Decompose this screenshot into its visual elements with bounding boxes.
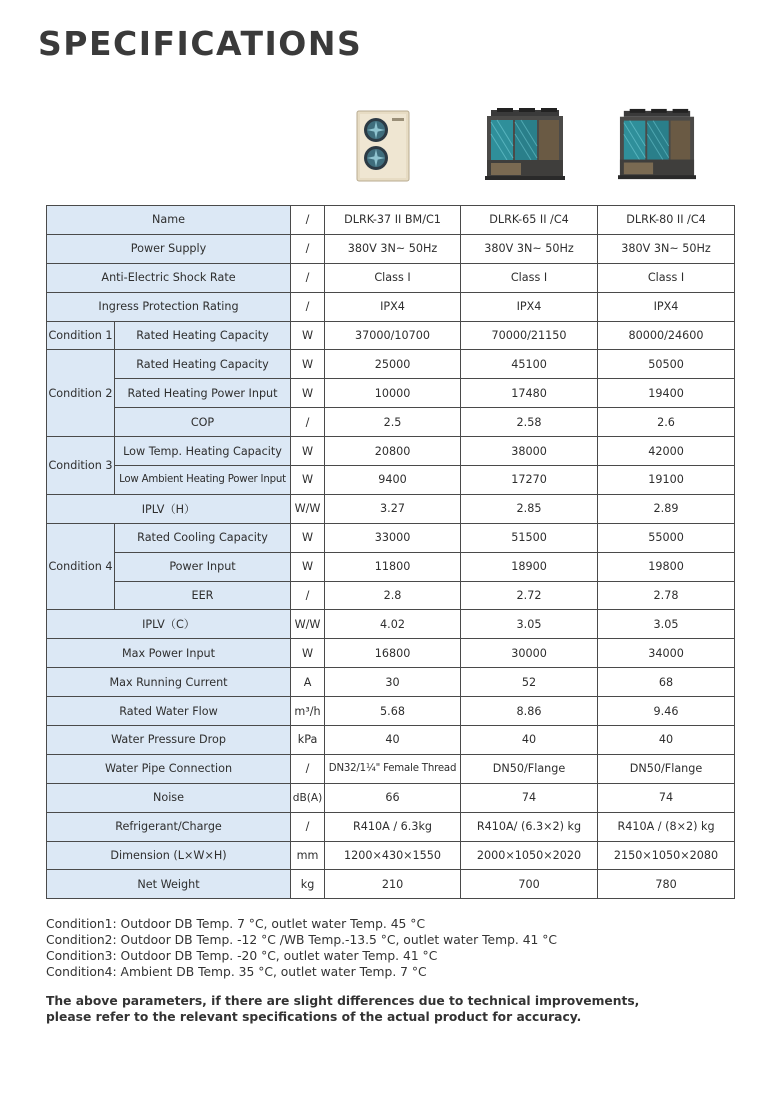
value-cell: 33000 xyxy=(325,523,461,552)
table-row xyxy=(47,494,735,523)
table-row xyxy=(47,697,735,726)
unit-cell: / xyxy=(291,234,325,263)
value-cell: 52 xyxy=(461,668,598,697)
value-cell: 380V 3N~ 50Hz xyxy=(598,234,735,263)
unit-cell: W xyxy=(291,523,325,552)
row-label: Rated Heating Capacity xyxy=(115,321,291,350)
table-row xyxy=(47,408,735,437)
value-cell: 2.6 xyxy=(598,408,735,437)
row-label: Dimension (L×W×H) xyxy=(47,841,291,870)
value-cell: 17270 xyxy=(461,466,598,495)
value-cell: 2.8 xyxy=(325,581,461,610)
table-row xyxy=(47,610,735,639)
condition-label: Condition 2 xyxy=(47,350,115,437)
value-cell: IPX4 xyxy=(598,292,735,321)
value-cell: R410A/ (6.3×2) kg xyxy=(461,812,598,841)
value-cell: 2.58 xyxy=(461,408,598,437)
unit-cell: mm xyxy=(291,841,325,870)
row-label: COP xyxy=(115,408,291,437)
value-cell: 2.85 xyxy=(461,494,598,523)
value-cell: Class I xyxy=(461,263,598,292)
large-heat-pump-icon xyxy=(485,108,565,182)
row-label: Ingress Protection Rating xyxy=(47,292,291,321)
note-line: Condition3: Outdoor DB Temp. -20 °C, outlet water Temp. 41 °C xyxy=(46,949,438,963)
unit-cell: W/W xyxy=(291,610,325,639)
unit-cell: W xyxy=(291,437,325,466)
row-label: IPLV（H） xyxy=(47,494,291,523)
table-row xyxy=(47,639,735,668)
unit-cell: W xyxy=(291,552,325,581)
table-row xyxy=(47,350,735,379)
table-row xyxy=(47,466,735,495)
row-label: EER xyxy=(115,581,291,610)
value-cell: 80000/24600 xyxy=(598,321,735,350)
row-label: Water Pipe Connection xyxy=(47,754,291,783)
row-label: Rated Heating Capacity xyxy=(115,350,291,379)
value-cell: DLRK-37 II BM/C1 xyxy=(325,206,461,235)
value-cell: DLRK-80 II /C4 xyxy=(598,206,735,235)
value-cell: 70000/21150 xyxy=(461,321,598,350)
value-cell: 34000 xyxy=(598,639,735,668)
value-cell: 30 xyxy=(325,668,461,697)
value-cell: 2.5 xyxy=(325,408,461,437)
unit-cell: W/W xyxy=(291,494,325,523)
unit-cell: kPa xyxy=(291,726,325,755)
value-cell: 3.05 xyxy=(598,610,735,639)
value-cell: Class I xyxy=(325,263,461,292)
disclaimer-line: The above parameters, if there are slight differences due to technical improvements, xyxy=(46,994,640,1008)
value-cell: 210 xyxy=(325,870,461,899)
value-cell: 40 xyxy=(461,726,598,755)
row-label: Noise xyxy=(47,783,291,812)
disclaimer-line: please refer to the relevant specifications of the actual product for accuracy. xyxy=(46,1010,582,1024)
value-cell: 40 xyxy=(598,726,735,755)
table-row xyxy=(47,726,735,755)
row-label: Name xyxy=(47,206,291,235)
value-cell: 10000 xyxy=(325,379,461,408)
value-cell: 51500 xyxy=(461,523,598,552)
value-cell: 700 xyxy=(461,870,598,899)
condition-label: Condition 1 xyxy=(47,321,115,350)
value-cell: 50500 xyxy=(598,350,735,379)
page-title: SPECIFICATIONS xyxy=(38,24,363,63)
table-row xyxy=(47,234,735,263)
value-cell: 9400 xyxy=(325,466,461,495)
unit-cell: / xyxy=(291,408,325,437)
value-cell: 8.86 xyxy=(461,697,598,726)
value-cell: 3.05 xyxy=(461,610,598,639)
value-cell: 40 xyxy=(325,726,461,755)
row-label: Power Supply xyxy=(47,234,291,263)
table-row xyxy=(47,754,735,783)
unit-cell: W xyxy=(291,639,325,668)
value-cell: 380V 3N~ 50Hz xyxy=(461,234,598,263)
spec-table xyxy=(46,205,735,899)
value-cell: R410A / (8×2) kg xyxy=(598,812,735,841)
row-label: Rated Heating Power Input xyxy=(115,379,291,408)
row-label: Max Running Current xyxy=(47,668,291,697)
value-cell: 55000 xyxy=(598,523,735,552)
value-cell: 18900 xyxy=(461,552,598,581)
row-label: Rated Water Flow xyxy=(47,697,291,726)
value-cell: 68 xyxy=(598,668,735,697)
row-label: Max Power Input xyxy=(47,639,291,668)
unit-cell: / xyxy=(291,263,325,292)
large-heat-pump-icon xyxy=(618,108,696,182)
row-label: Low Temp. Heating Capacity xyxy=(115,437,291,466)
row-label: IPLV（C） xyxy=(47,610,291,639)
table-row xyxy=(47,321,735,350)
unit-cell: / xyxy=(291,292,325,321)
table-row xyxy=(47,783,735,812)
row-label: Water Pressure Drop xyxy=(47,726,291,755)
value-cell: 19800 xyxy=(598,552,735,581)
unit-cell: / xyxy=(291,206,325,235)
row-label: Refrigerant/Charge xyxy=(47,812,291,841)
condition-notes xyxy=(46,916,746,980)
value-cell: 20800 xyxy=(325,437,461,466)
note-line: Condition2: Outdoor DB Temp. -12 °C /WB Temp.-13.5 °C, outlet water Temp. 41 °C xyxy=(46,933,557,947)
condition-label: Condition 3 xyxy=(47,437,115,495)
small-heat-pump-icon xyxy=(356,110,410,182)
value-cell: 17480 xyxy=(461,379,598,408)
table-row xyxy=(47,870,735,899)
value-cell: 19400 xyxy=(598,379,735,408)
unit-cell: / xyxy=(291,812,325,841)
value-cell: 74 xyxy=(461,783,598,812)
unit-cell: kg xyxy=(291,870,325,899)
unit-cell: W xyxy=(291,466,325,495)
value-cell: 45100 xyxy=(461,350,598,379)
value-cell: 9.46 xyxy=(598,697,735,726)
table-row xyxy=(47,552,735,581)
value-cell: DN32/1¼" Female Thread xyxy=(325,754,461,783)
value-cell: 16800 xyxy=(325,639,461,668)
value-cell: 5.68 xyxy=(325,697,461,726)
unit-cell: / xyxy=(291,754,325,783)
table-row xyxy=(47,841,735,870)
value-cell: 38000 xyxy=(461,437,598,466)
unit-cell: W xyxy=(291,379,325,408)
row-label: Net Weight xyxy=(47,870,291,899)
table-row xyxy=(47,379,735,408)
value-cell: 74 xyxy=(598,783,735,812)
table-row xyxy=(47,523,735,552)
unit-cell: W xyxy=(291,321,325,350)
value-cell: R410A / 6.3kg xyxy=(325,812,461,841)
value-cell: 780 xyxy=(598,870,735,899)
table-row xyxy=(47,581,735,610)
disclaimer xyxy=(46,993,746,1025)
value-cell: 66 xyxy=(325,783,461,812)
value-cell: 1200×430×1550 xyxy=(325,841,461,870)
value-cell: 2.78 xyxy=(598,581,735,610)
product-images xyxy=(0,100,780,190)
row-label: Power Input xyxy=(115,552,291,581)
value-cell: 2.89 xyxy=(598,494,735,523)
value-cell: DN50/Flange xyxy=(461,754,598,783)
value-cell: 3.27 xyxy=(325,494,461,523)
table-row xyxy=(47,263,735,292)
condition-label: Condition 4 xyxy=(47,523,115,610)
table-row xyxy=(47,437,735,466)
table-row xyxy=(47,812,735,841)
value-cell: 30000 xyxy=(461,639,598,668)
value-cell: 380V 3N~ 50Hz xyxy=(325,234,461,263)
unit-cell: / xyxy=(291,581,325,610)
value-cell: DLRK-65 II /C4 xyxy=(461,206,598,235)
value-cell: 11800 xyxy=(325,552,461,581)
value-cell: 37000/10700 xyxy=(325,321,461,350)
table-row xyxy=(47,206,735,235)
note-line: Condition1: Outdoor DB Temp. 7 °C, outlet water Temp. 45 °C xyxy=(46,917,426,931)
value-cell: 19100 xyxy=(598,466,735,495)
unit-cell: A xyxy=(291,668,325,697)
value-cell: 2150×1050×2080 xyxy=(598,841,735,870)
row-label: Rated Cooling Capacity xyxy=(115,523,291,552)
row-label: Anti-Electric Shock Rate xyxy=(47,263,291,292)
value-cell: IPX4 xyxy=(325,292,461,321)
table-row xyxy=(47,668,735,697)
value-cell: Class I xyxy=(598,263,735,292)
value-cell: DN50/Flange xyxy=(598,754,735,783)
unit-cell: W xyxy=(291,350,325,379)
value-cell: 25000 xyxy=(325,350,461,379)
value-cell: 42000 xyxy=(598,437,735,466)
value-cell: 2.72 xyxy=(461,581,598,610)
unit-cell: dB(A) xyxy=(291,783,325,812)
note-line: Condition4: Ambient DB Temp. 35 °C, outlet water Temp. 7 °C xyxy=(46,965,427,979)
table-row xyxy=(47,292,735,321)
row-label: Low Ambient Heating Power Input xyxy=(115,466,291,495)
value-cell: IPX4 xyxy=(461,292,598,321)
value-cell: 2000×1050×2020 xyxy=(461,841,598,870)
value-cell: 4.02 xyxy=(325,610,461,639)
unit-cell: m³/h xyxy=(291,697,325,726)
